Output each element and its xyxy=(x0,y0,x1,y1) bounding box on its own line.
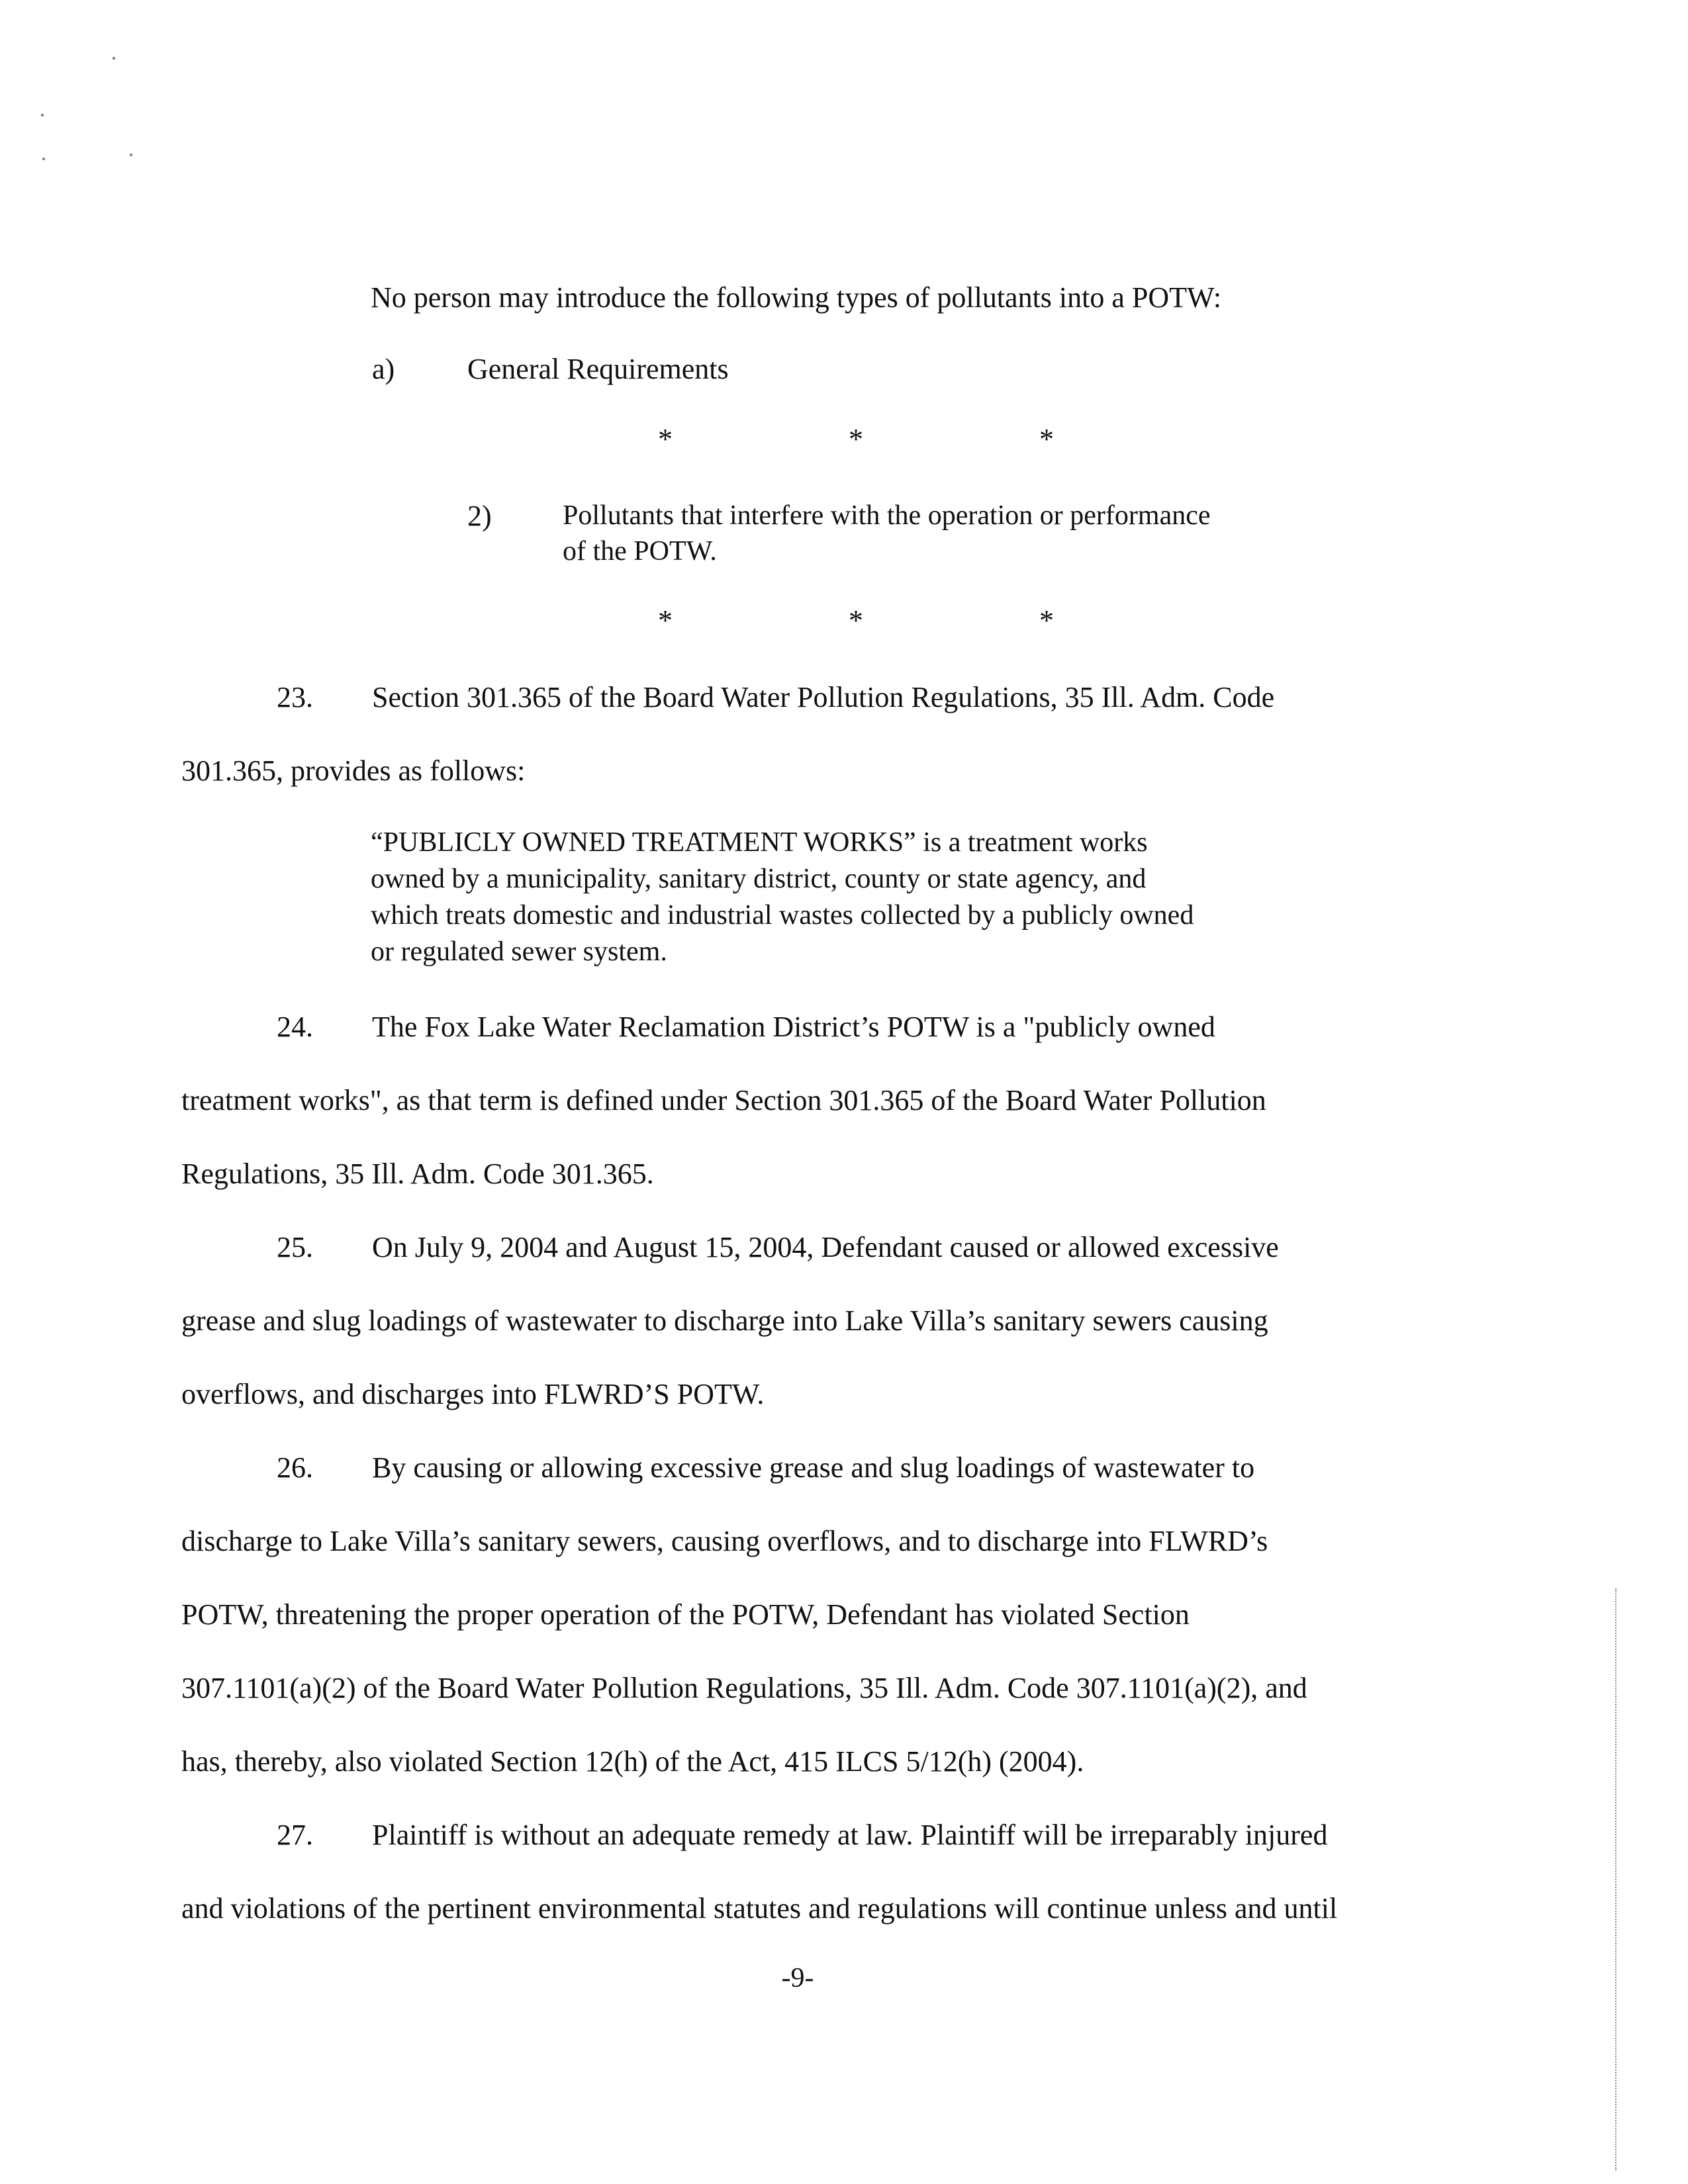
paragraph-line: grease and slug loadings of wastewater to discharge into Lake Villa’s sanitary sewers causing xyxy=(181,1304,1268,1337)
paragraph-line: On July 9, 2004 and August 15, 2004, Defendant caused or allowed excessive xyxy=(372,1231,1279,1263)
item-2-line: Pollutants that interfere with the operation or performance xyxy=(563,500,1211,531)
paragraph-line: Regulations, 35 Ill. Adm. Code 301.365. xyxy=(181,1158,654,1190)
paragraph-number: 25. xyxy=(277,1231,313,1263)
quote-line: “PUBLICLY OWNED TREATMENT WORKS” is a treatment works xyxy=(371,827,1148,858)
paragraph-number: 26. xyxy=(277,1451,313,1484)
ellipsis-star: * xyxy=(849,423,863,455)
paragraph-number: 23. xyxy=(277,681,313,713)
item-a-label: a) xyxy=(372,353,395,385)
paragraph-number: 27. xyxy=(277,1819,313,1851)
scan-speck xyxy=(42,158,45,160)
paragraph-line: has, thereby, also violated Section 12(h) of the Act, 415 ILCS 5/12(h) (2004). xyxy=(181,1745,1084,1778)
scan-edge-strip xyxy=(1615,1588,1619,2171)
paragraph-number: 24. xyxy=(277,1011,313,1043)
page-number: -9- xyxy=(781,1963,814,1993)
paragraph-line: overflows, and discharges into FLWRD’S POTW. xyxy=(181,1378,765,1410)
paragraph-line: 307.1101(a)(2) of the Board Water Pollution Regulations, 35 Ill. Adm. Code 307.1101(a)(2), and xyxy=(181,1672,1307,1704)
paragraph-line: By causing or allowing excessive grease and slug loadings of wastewater to xyxy=(372,1451,1255,1484)
quote-line: owned by a municipality, sanitary district, county or state agency, and xyxy=(371,864,1147,894)
item-2-line: of the POTW. xyxy=(563,536,717,567)
item-2-label: 2) xyxy=(467,500,492,532)
paragraph-line: The Fox Lake Water Reclamation District’s POTW is a "publicly owned xyxy=(372,1011,1215,1043)
paragraph-line: discharge to Lake Villa’s sanitary sewers, causing overflows, and to discharge into FLWRD’s xyxy=(181,1525,1268,1557)
ellipsis-star: * xyxy=(658,604,673,637)
paragraph-line: POTW, threatening the proper operation of the POTW, Defendant has violated Section xyxy=(181,1598,1190,1631)
quote-line: or regulated sewer system. xyxy=(371,936,667,967)
paragraph-line: Section 301.365 of the Board Water Pollution Regulations, 35 Ill. Adm. Code xyxy=(372,681,1275,713)
paragraph-line: 301.365, provides as follows: xyxy=(181,754,526,787)
scan-speck xyxy=(41,114,44,116)
ellipsis-star: * xyxy=(1039,423,1054,455)
paragraph-line: treatment works", as that term is defined under Section 301.365 of the Board Water Pollution xyxy=(181,1084,1266,1116)
ellipsis-star: * xyxy=(849,604,863,637)
scan-speck xyxy=(130,154,132,156)
paragraph-line: Plaintiff is without an adequate remedy at law. Plaintiff will be irreparably injured xyxy=(372,1819,1328,1851)
ellipsis-star: * xyxy=(1039,604,1054,637)
quote-line: which treats domestic and industrial wastes collected by a publicly owned xyxy=(371,900,1194,931)
item-a-text: General Requirements xyxy=(467,353,729,385)
ellipsis-star: * xyxy=(658,423,673,455)
paragraph-line: and violations of the pertinent environmental statutes and regulations will continue unless and until xyxy=(181,1892,1338,1925)
scan-speck xyxy=(113,57,115,60)
intro-text: No person may introduce the following types of pollutants into a POTW: xyxy=(371,281,1222,314)
